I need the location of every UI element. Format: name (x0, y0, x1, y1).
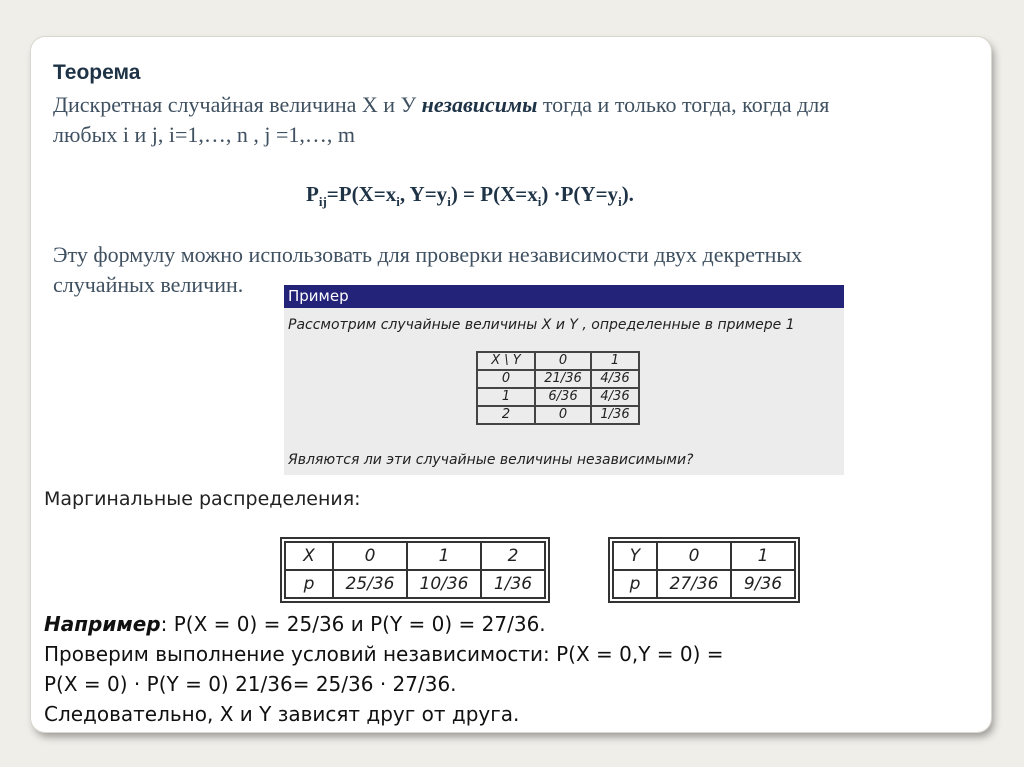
formula-part: ). (621, 182, 634, 206)
table-row (477, 406, 639, 424)
table-row (285, 542, 545, 570)
table-cell: 0 (535, 406, 591, 424)
table-cell: 1/36 (591, 406, 639, 424)
formula-sub: ij (318, 194, 327, 210)
table-cell: X \ Y (477, 352, 535, 370)
table-cell: 1 (591, 352, 639, 370)
formula-sub: i (537, 194, 542, 210)
table-cell: 0 (333, 542, 407, 570)
table-cell: 1 (477, 388, 535, 406)
table-cell: 1 (407, 542, 481, 570)
table-cell: 27/36 (657, 570, 731, 598)
table-row (477, 352, 639, 370)
table-row (613, 542, 795, 570)
example-box (284, 285, 844, 475)
table-cell: 9/36 (731, 570, 795, 598)
table-cell: 25/36 (333, 570, 407, 598)
formula-sub: i (618, 194, 622, 210)
table-cell: 2 (477, 406, 535, 424)
example-intro: Рассмотрим случайные величины X и Y , определенные в примере 1 (288, 317, 795, 333)
example-header: Пример (284, 285, 844, 308)
conclusion-line2: Проверим выполнение условий независимости: P(X = 0,Y = 0) = (44, 642, 724, 666)
independence-formula (306, 182, 634, 210)
theorem-text (53, 90, 973, 150)
table-row (477, 388, 639, 406)
formula-sub: i (447, 194, 451, 210)
table-cell: 21/36 (535, 370, 591, 388)
table-row (285, 570, 545, 598)
formula-part: ) ·P(Y=y (541, 182, 619, 206)
theorem-line1-post: тогда и только тогда, когда для (537, 92, 830, 117)
example-question: Являются ли эти случайные величины независимыми? (288, 452, 694, 468)
marginal-title: Маргинальные распределения: (44, 488, 361, 510)
theorem-title: Теорема (53, 61, 141, 84)
conclusion-line4: Следовательно, X и Y зависят друг от друга. (44, 702, 520, 726)
theorem-line1-pre: Дискретная случайная величина Х и У (53, 92, 422, 117)
table-cell: 0 (657, 542, 731, 570)
table-row (613, 570, 795, 598)
conclusion-line1: : P(X = 0) = 25/36 и P(Y = 0) = 27/36. (160, 612, 546, 636)
table-cell: 4/36 (591, 370, 639, 388)
table-cell: X (285, 542, 333, 570)
table-cell: 0 (477, 370, 535, 388)
table-cell: p (285, 570, 333, 598)
joint-distribution-table (476, 351, 640, 425)
table-cell: 2 (481, 542, 545, 570)
formula-sub: i (396, 194, 400, 210)
formula-part: ) = P(X=x (450, 182, 538, 206)
conclusion-line3: P(X = 0) · P(Y = 0) 21/36= 25/36 · 27/36. (44, 672, 457, 696)
table-cell: 1/36 (481, 570, 545, 598)
table-cell: 6/36 (535, 388, 591, 406)
table-cell: p (613, 570, 657, 598)
formula-part: =P(X=x (326, 182, 397, 206)
table-cell: 4/36 (591, 388, 639, 406)
marginal-x-table (284, 541, 546, 599)
formula-part: , Y=y (399, 182, 448, 206)
table-cell: 10/36 (407, 570, 481, 598)
table-cell: 0 (535, 352, 591, 370)
theorem-line2: любых i и j, i=1,…, n , j =1,…, m (53, 122, 356, 147)
slide (31, 37, 991, 732)
conclusion-keyword: Например (44, 612, 161, 636)
table-row (477, 370, 639, 388)
table-cell: Y (613, 542, 657, 570)
usage-line1: Эту формулу можно использовать для проверки независимости двух декретных (53, 242, 803, 267)
marginal-y-table (612, 541, 796, 599)
conclusion-text (44, 609, 984, 729)
table-cell: 1 (731, 542, 795, 570)
formula-part: P (306, 182, 319, 206)
theorem-keyword: независимы (421, 92, 538, 117)
usage-line2: случайных величин. (53, 272, 244, 297)
